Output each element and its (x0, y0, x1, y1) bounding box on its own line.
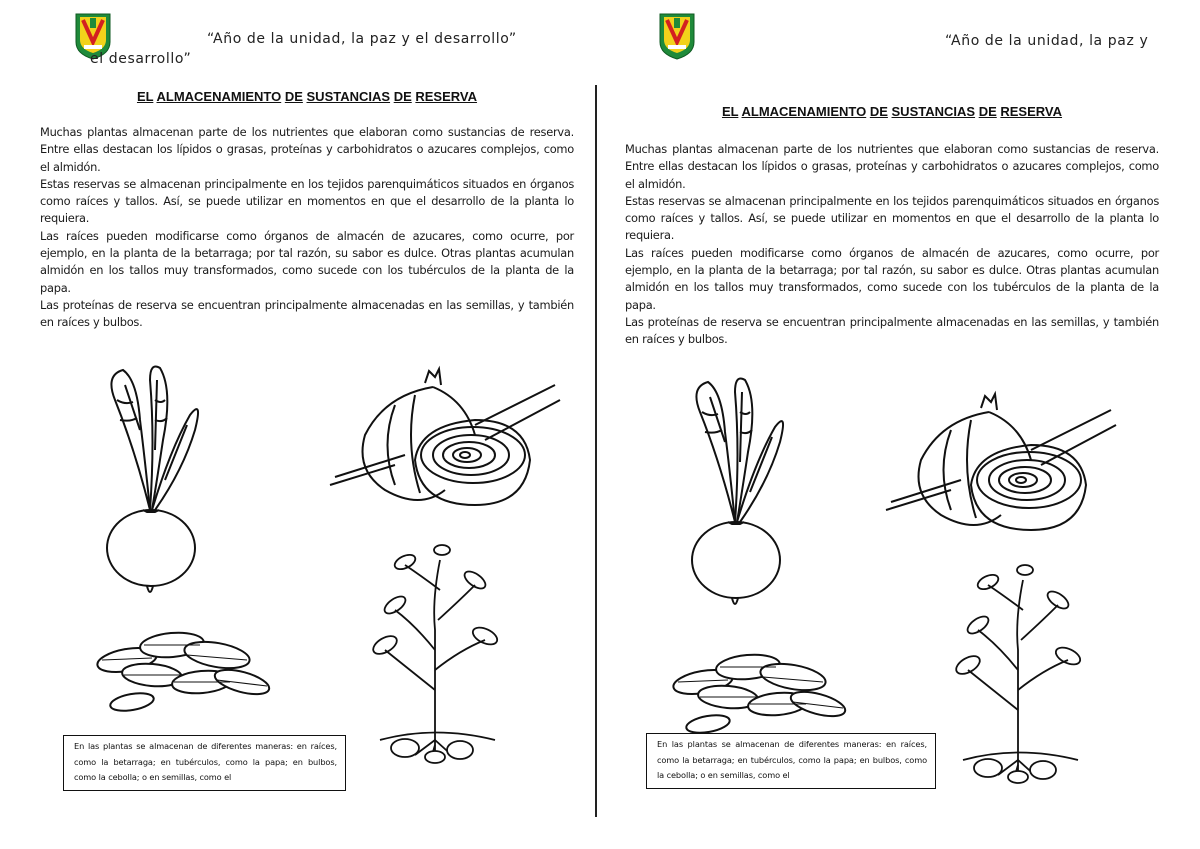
paragraph: Las raíces pueden modificarse como órganos de almacén de azucares, como ocurre, por ejemplo, en la planta de la betarraga; por tal razón, su sabor es dulce. Otras plantas acumulan almidón en los tallos muy transformados, como sucede con los tubérculos de la planta de la papa. (40, 228, 574, 295)
seeds-illustration (92, 620, 282, 720)
title-word: EL (721, 104, 739, 119)
school-crest-logo (658, 12, 696, 60)
left-page (0, 0, 596, 849)
caption-box (646, 733, 936, 789)
motto-text: “Año de la unidad, la paz y el desarrollo” (207, 31, 517, 47)
motto-text-continuation: el desarrollo” (90, 51, 192, 67)
paragraph: Estas reservas se almacenan principalmente en los tejidos parenquimáticos situados en órganos como raíces y tallos. Así, se puede utilizar en momentos en que el desarrollo de la planta lo requiera. (625, 193, 1159, 243)
caption-box (63, 735, 346, 791)
seeds-illustration (668, 642, 858, 742)
onion-illustration (325, 365, 565, 515)
title-word: ALMACENAMIENTO (741, 104, 867, 119)
title-word: ALMACENAMIENTO (156, 89, 282, 104)
paragraph: Las proteínas de reserva se encuentran principalmente almacenadas en las semillas, y también en raíces y bulbos. (625, 314, 1159, 347)
paragraph: Muchas plantas almacenan parte de los nutrientes que elaboran como sustancias de reserva. Entre ellas destacan los lípidos o grasas, proteínas y carbohidratos o azucares complejos, como el almidón. (40, 125, 574, 174)
body-text (625, 141, 1159, 349)
onion-illustration (881, 390, 1121, 540)
motto-text: “Año de la unidad, la paz y (945, 33, 1149, 49)
title-word: SUSTANCIAS (306, 89, 391, 104)
beet-illustration (680, 372, 790, 612)
body-text (40, 124, 574, 332)
title-word: SUSTANCIAS (891, 104, 976, 119)
document-title (40, 89, 574, 104)
paragraph: Estas reservas se almacenan principalmente en los tejidos parenquimáticos situados en órganos como raíces y tallos. Así, se puede utilizar en momentos en que el desarrollo de la planta lo requiera. (40, 176, 574, 226)
right-page (598, 0, 1200, 849)
paragraph: Muchas plantas almacenan parte de los nutrientes que elaboran como sustancias de reserva. Entre ellas destacan los lípidos o grasas, proteínas y carbohidratos o azucares complejos, como el almidón. (625, 142, 1159, 191)
title-word: DE (869, 104, 888, 119)
paragraph: Las proteínas de reserva se encuentran principalmente almacenadas en las semillas, y también en raíces y bulbos. (40, 297, 574, 330)
title-word: EL (136, 89, 154, 104)
title-word: RESERVA (415, 89, 478, 104)
title-word: DE (284, 89, 303, 104)
beet-illustration (95, 360, 205, 600)
title-word: DE (393, 89, 412, 104)
title-word: DE (978, 104, 997, 119)
caption-text: En las plantas se almacenan de diferentes maneras: en raíces, como la betarraga; en tubérculos, como la papa; en bulbos, como la cebolla; o en semillas, como el (657, 739, 927, 780)
potato-plant-illustration (360, 540, 510, 765)
potato-plant-illustration (943, 560, 1093, 785)
title-word: RESERVA (1000, 104, 1063, 119)
caption-text: En las plantas se almacenan de diferentes maneras: en raíces, como la betarraga; en tubérculos, como la papa; en bulbos, como la cebolla; o en semillas, como el (74, 741, 337, 782)
document-title (625, 104, 1159, 119)
paragraph: Las raíces pueden modificarse como órganos de almacén de azucares, como ocurre, por ejemplo, en la planta de la betarraga; por tal razón, su sabor es dulce. Otras plantas acumulan almidón en los tallos muy transformados, como sucede con los tubérculos de la planta de la papa. (625, 245, 1159, 312)
